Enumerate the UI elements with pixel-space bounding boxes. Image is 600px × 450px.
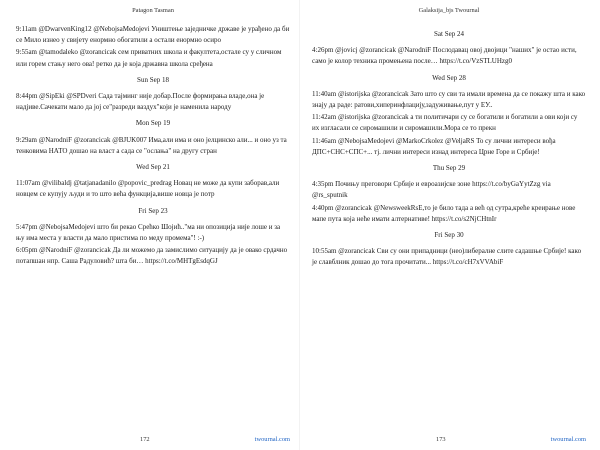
date-heading: Mon Sep 19 xyxy=(135,119,171,128)
page-number: 172 xyxy=(140,436,150,443)
left-page xyxy=(16,0,290,450)
date-heading: Fri Sep 30 xyxy=(434,231,464,240)
tweet-entry: 11:46am @NebojsaMedojevi @MarkoCrkolez @VeljaRS То су лични интереси вођа ДПС+СНС+СПС+... тј. лични интереси изнад интереса Црне Горе и Србије! xyxy=(312,136,556,156)
tweet-entry: 11:42am @istorijska @zorancicak а ти политичари су се богатили и богатили а ови који су их изгласали се сиромашили и сиромашили.Мора се то прекн xyxy=(312,113,578,133)
tweet-entry: 4:26pm @jovicj @zorancicak @NarodniF Послодавац овој двојици "наших" је остао исти, само је колор техника промењена после… https://t.co/VzSTLUHzg0 xyxy=(312,46,577,66)
twournal-link[interactable]: twournal.com xyxy=(550,436,586,443)
date-heading: Thu Sep 29 xyxy=(432,164,466,173)
tweet-entry: 4:35pm Почињу преговори Србије и евроазијске зоне https://t.co/byGaYytZzg via @rs_sputnik xyxy=(312,180,551,200)
date-heading: Sun Sep 18 xyxy=(137,75,169,84)
tweet-entry: 9:11am @DwarvenKing12 @NebojsaMedojevi Уништење заједничке државе је урађено да би се Мило изнео у свијету енормно обогатили а остали енормно осиро xyxy=(16,25,290,45)
right-page-content xyxy=(312,24,586,270)
left-page-content xyxy=(16,24,290,269)
tweet-entry: 9:29am @NarodniF @zorancicak @BJUK007 Има,али има и оно јелцинско али... и оно уз та тенковима НАТО дошао на власт а сада се "ослања" на другу стран xyxy=(16,135,287,155)
right-page xyxy=(312,0,586,450)
tweet-entry: 6:05pm @NarodniF @zorancicak Да ли можемо да замислимо ситуацију да је овако срдачно потапшан нпр. Саша Радуловић? шта би… https://t.co/MHTgEsdqGJ xyxy=(16,246,288,266)
tweet-entry: 11:40am @istorijska @zorancicak Зато што су сви та имали времена да се покажу шта и како знају да раде: ратови,хиперинфлацију,задуживање,пут у ЕУ.. xyxy=(312,89,586,110)
tweet-entry: 4:40pm @zorancicak @NewsweekRsE,то је било тада а већ од сутра,креће креирање нове мапе пута која неће имати алтернативе! https://t.co/s2NjCHtnIr xyxy=(312,203,576,223)
date-heading: Wed Sep 21 xyxy=(136,163,170,172)
date-heading: Wed Sep 28 xyxy=(432,73,466,82)
date-heading: Fri Sep 23 xyxy=(138,206,168,215)
tweet-entry: 9:55am @tamodaleko @zorancicak сем приватних школа и факултета,остале су у сличном или горем стању него ова! ретко да је која државна школа сређена xyxy=(16,48,282,68)
date-heading: Sat Sep 24 xyxy=(434,30,464,38)
tweet-entry: 8:44pm @SipEki @SPDveri Сада тајминг није добар.После формирања владе,она је надјиве.Сачекати мало да јој се"разреди ваздух"који је наменила народу xyxy=(16,92,265,112)
left-page-header: Patagon Tasman xyxy=(132,7,174,14)
tweet-entry: 11:07am @vilibaldj @tatjanadanilo @popovic_predrag Новац не може да купи заборав,али новцем се купују људи и то што већа функција,више новца је потр xyxy=(16,179,280,199)
gutter-divider xyxy=(299,0,300,450)
tweet-entry: 5:47pm @NebojsaMedojevi што би рекао Срећко Шојић.."ма ни опозиција није лоше и за њу има места у власти да мало пристима по меду промема"! :-) xyxy=(16,222,281,243)
twournal-link[interactable]: twournal.com xyxy=(254,436,290,443)
page-number: 173 xyxy=(436,436,446,443)
right-page-header: Galaksija_bjs Twournal xyxy=(418,7,480,14)
tweet-entry: 10:55am @zorancicak Сви су они припадници (нео)либералне слите садашње Србије! како је славблник дошао до тога прочитати... https://t.co/cH7xVVAbiF xyxy=(312,247,582,267)
